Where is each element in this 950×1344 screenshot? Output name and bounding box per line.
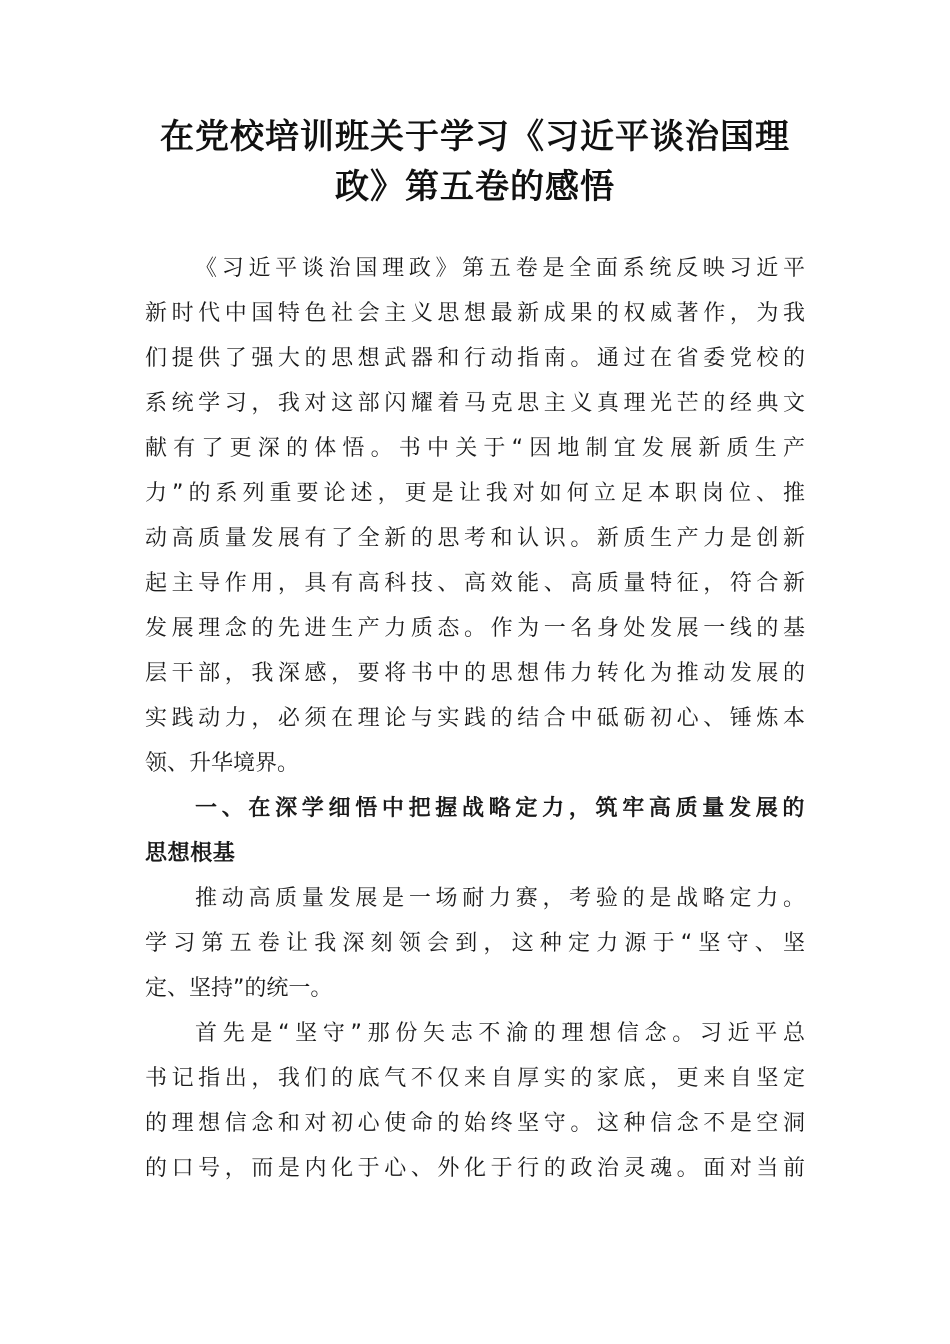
paragraph-belief [145, 1016, 805, 1196]
text-line: 学习第五卷让我深刻领会到，这种定力源于“坚守、坚 [145, 931, 805, 956]
text-line: 起主导作用，具有高科技、高效能、高质量特征，符合新 [145, 571, 805, 596]
text-line: 书记指出，我们的底气不仅来自厚实的家底，更来自坚定 [145, 1066, 805, 1091]
title-line-1: 在党校培训班关于学习《习近平谈治国理 [160, 117, 790, 157]
paragraph-intro [145, 251, 805, 791]
heading-line: 一、在深学细悟中把握战略定力，筑牢高质量发展的 [195, 796, 805, 821]
text-line: 献有了更深的体悟。书中关于“因地制宜发展新质生产 [145, 436, 805, 461]
text-line: 首先是“坚守”那份矢志不渝的理想信念。习近平总 [195, 1021, 805, 1046]
text-line: 发展理念的先进生产力质态。作为一名身处发展一线的基 [145, 616, 805, 641]
text-line: 新时代中国特色社会主义思想最新成果的权威著作，为我 [145, 301, 805, 326]
text-line: 《习近平谈治国理政》第五卷是全面系统反映习近平 [195, 256, 805, 281]
text-line: 层干部，我深感，要将书中的思想伟力转化为推动发展的 [145, 661, 805, 686]
text-line: 力”的系列重要论述，更是让我对如何立足本职岗位、推 [145, 481, 805, 506]
text-line: 领、升华境界。 [145, 751, 300, 776]
title-line-2: 政》第五卷的感悟 [335, 167, 615, 207]
text-line: 定、坚持”的统一。 [145, 976, 333, 1001]
text-line: 的口号，而是内化于心、外化于行的政治灵魂。面对当前 [145, 1156, 805, 1181]
paragraph-strategy [145, 881, 805, 1016]
heading-line: 思想根基 [145, 841, 236, 866]
text-line: 动高质量发展有了全新的思考和认识。新质生产力是创新 [145, 526, 805, 551]
text-line: 们提供了强大的思想武器和行动指南。通过在省委党校的 [145, 346, 805, 371]
text-line: 的理想信念和对初心使命的始终坚守。这种信念不是空洞 [145, 1111, 805, 1136]
text-line: 系统学习，我对这部闪耀着马克思主义真理光芒的经典文 [145, 391, 805, 416]
section-heading-1 [145, 791, 805, 881]
document-title [145, 112, 805, 212]
document-body [145, 251, 805, 1196]
text-line: 推动高质量发展是一场耐力赛，考验的是战略定力。 [195, 886, 805, 911]
text-line: 实践动力，必须在理论与实践的结合中砥砺初心、锤炼本 [145, 706, 805, 731]
